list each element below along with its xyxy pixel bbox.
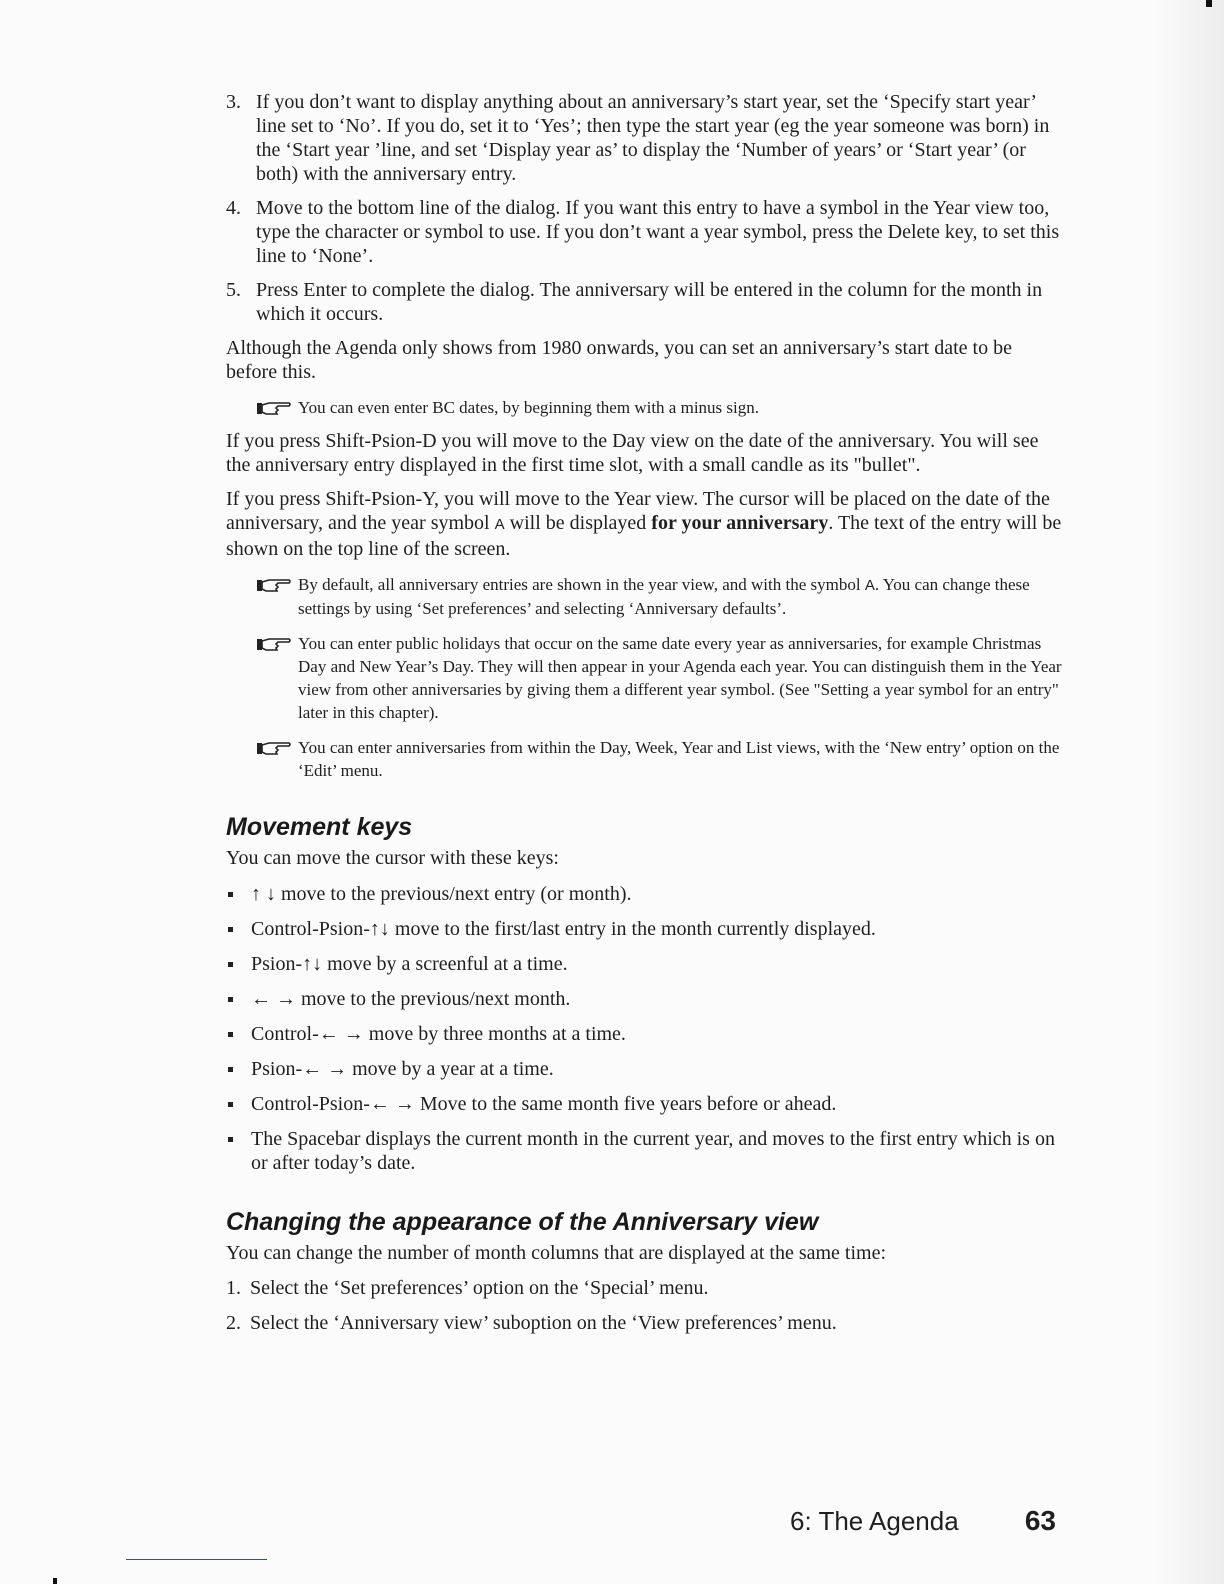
page-content	[226, 90, 1066, 1335]
step-number: 2.	[226, 1312, 241, 1334]
note-enter-anniversaries	[226, 736, 1066, 782]
note-anniversary-defaults	[226, 573, 1066, 620]
bullet-icon	[228, 1032, 233, 1037]
note-text: You can even enter BC dates, by beginning them with a minus sign.	[298, 398, 759, 417]
bullet-icon	[228, 892, 233, 897]
pointing-hand-icon	[256, 740, 292, 756]
bullet-icon	[228, 927, 233, 932]
note-text: You can enter anniversaries from within the Day, Week, Year and List views, with the ‘New entry’ option on the ‘Edit’ menu.	[298, 738, 1060, 780]
page-footer	[760, 1503, 1060, 1543]
appearance-intro: You can change the number of month columns that are displayed at the same time:	[226, 1242, 887, 1264]
page-edge-shadow	[1154, 0, 1224, 1584]
paragraph-year-view	[226, 487, 1066, 561]
bullet-icon	[228, 962, 233, 967]
pointing-hand-icon	[256, 577, 292, 593]
step-item	[226, 196, 1066, 268]
list-item-text: Control-Psion-↑↓ move to the first/last entry in the month currently displayed.	[251, 918, 876, 940]
note-public-holidays	[226, 632, 1066, 724]
bullet-icon	[228, 1137, 233, 1142]
step-item	[226, 278, 1066, 326]
pointing-hand-icon	[256, 400, 292, 416]
step-item	[226, 1311, 1066, 1335]
scan-corner-mark	[1206, 0, 1212, 7]
list-item	[226, 1127, 1066, 1175]
page-number: 63	[1024, 1505, 1056, 1536]
paragraph-day-view: If you press Shift-Psion-D you will move to the Day view on the date of the anniversary. You will see the anniversary entry displayed in the first time slot, with a small candle as its "bullet".	[226, 430, 1039, 476]
heading-anniversary-appearance: Changing the appearance of the Anniversary view	[226, 1208, 819, 1236]
step-item	[226, 90, 1066, 186]
movement-intro: You can move the cursor with these keys:	[226, 847, 559, 869]
year-view-text-2: will be displayed	[504, 512, 652, 534]
step-text: If you don’t want to display anything about an anniversary’s start year, set the ‘Specify start year’ line set to ‘No’. If you do, set it to ‘Yes’; then type the start year (eg the year someone was born) in the ‘Start year ’line, and set ‘Display year as’ to display the ‘Number of years’ or ‘Start year’ (or both) with the anniversary entry.	[256, 91, 1050, 185]
year-view-text-3: . The text of the entry will be shown on the top line of the screen.	[226, 512, 1062, 560]
year-symbol: A	[494, 516, 505, 533]
bottom-rule	[126, 1559, 267, 1560]
note-text	[298, 573, 1066, 620]
list-item	[226, 917, 1066, 941]
list-item-text: Psion-↑↓ move by a screenful at a time.	[251, 953, 568, 975]
heading-movement-keys: Movement keys	[226, 813, 413, 841]
step-text: Move to the bottom line of the dialog. If you want this entry to have a symbol in the Year view too, type the character or symbol to use. If you don’t want a year symbol, press the Delete key, to set this line to ‘None’.	[256, 197, 1060, 267]
list-item-text: ← → move to the previous/next month.	[251, 988, 571, 1010]
scan-corner-dot	[53, 1578, 57, 1584]
note-bc-dates	[226, 396, 1066, 419]
list-item	[226, 1022, 1066, 1046]
list-item	[226, 1057, 1066, 1081]
list-item	[226, 952, 1066, 976]
list-item-text: ↑ ↓ move to the previous/next entry (or month).	[251, 883, 632, 905]
note-default-text-1: By default, all anniversary entries are shown in the year view, and with the symbol	[298, 575, 865, 594]
bullet-icon	[228, 1067, 233, 1072]
note-default-text-2: . You can change these settings by using ‘Set preferences’ and selecting ‘Anniversary defaults’.	[298, 575, 1030, 618]
list-item-text: Psion-← → move by a year at a time.	[251, 1058, 554, 1080]
step-number: 4.	[226, 197, 241, 219]
step-text: Press Enter to complete the dialog. The anniversary will be entered in the column for the month in which it occurs.	[256, 279, 1043, 325]
list-item-text: The Spacebar displays the current month in the current year, and moves to the first entry which is on or after today’s date.	[251, 1128, 1055, 1174]
list-item	[226, 882, 1066, 906]
step-number: 3.	[226, 91, 241, 113]
year-symbol: A	[864, 577, 875, 594]
list-item-text: Control-Psion-← → Move to the same month five years before or ahead.	[251, 1093, 837, 1115]
pointing-hand-icon	[256, 636, 292, 652]
step-text: Select the ‘Anniversary view’ suboption on the ‘View preferences’ menu.	[250, 1312, 837, 1334]
paragraph-agenda-range: Although the Agenda only shows from 1980 onwards, you can set an anniversary’s start date to be before this.	[226, 337, 1012, 383]
list-item-text: Control-← → move by three months at a time.	[251, 1023, 626, 1045]
step-text: Select the ‘Set preferences’ option on the ‘Special’ menu.	[250, 1277, 709, 1299]
step-number: 1.	[226, 1277, 241, 1299]
step-number: 5.	[226, 279, 241, 301]
note-text: You can enter public holidays that occur on the same date every year as anniversaries, for example Christmas Day and New Year’s Day. They will then appear in your Agenda each year. You can distinguish them in the Year view from other anniversaries by giving them a different year symbol. (See "Setting a year symbol for an entry" later in this chapter).	[298, 634, 1062, 722]
list-item	[226, 987, 1066, 1011]
step-item	[226, 1276, 1066, 1300]
list-item	[226, 1092, 1066, 1116]
bullet-icon	[228, 1102, 233, 1107]
year-view-bold: for your anniversary	[651, 512, 829, 534]
bullet-icon	[228, 997, 233, 1002]
chapter-title: 6: The Agenda	[790, 1506, 959, 1536]
year-view-text-1: If you press Shift-Psion-Y, you will move to the Year view. The cursor will be placed on the date of the anniversary, and the year symbol	[226, 488, 1050, 534]
